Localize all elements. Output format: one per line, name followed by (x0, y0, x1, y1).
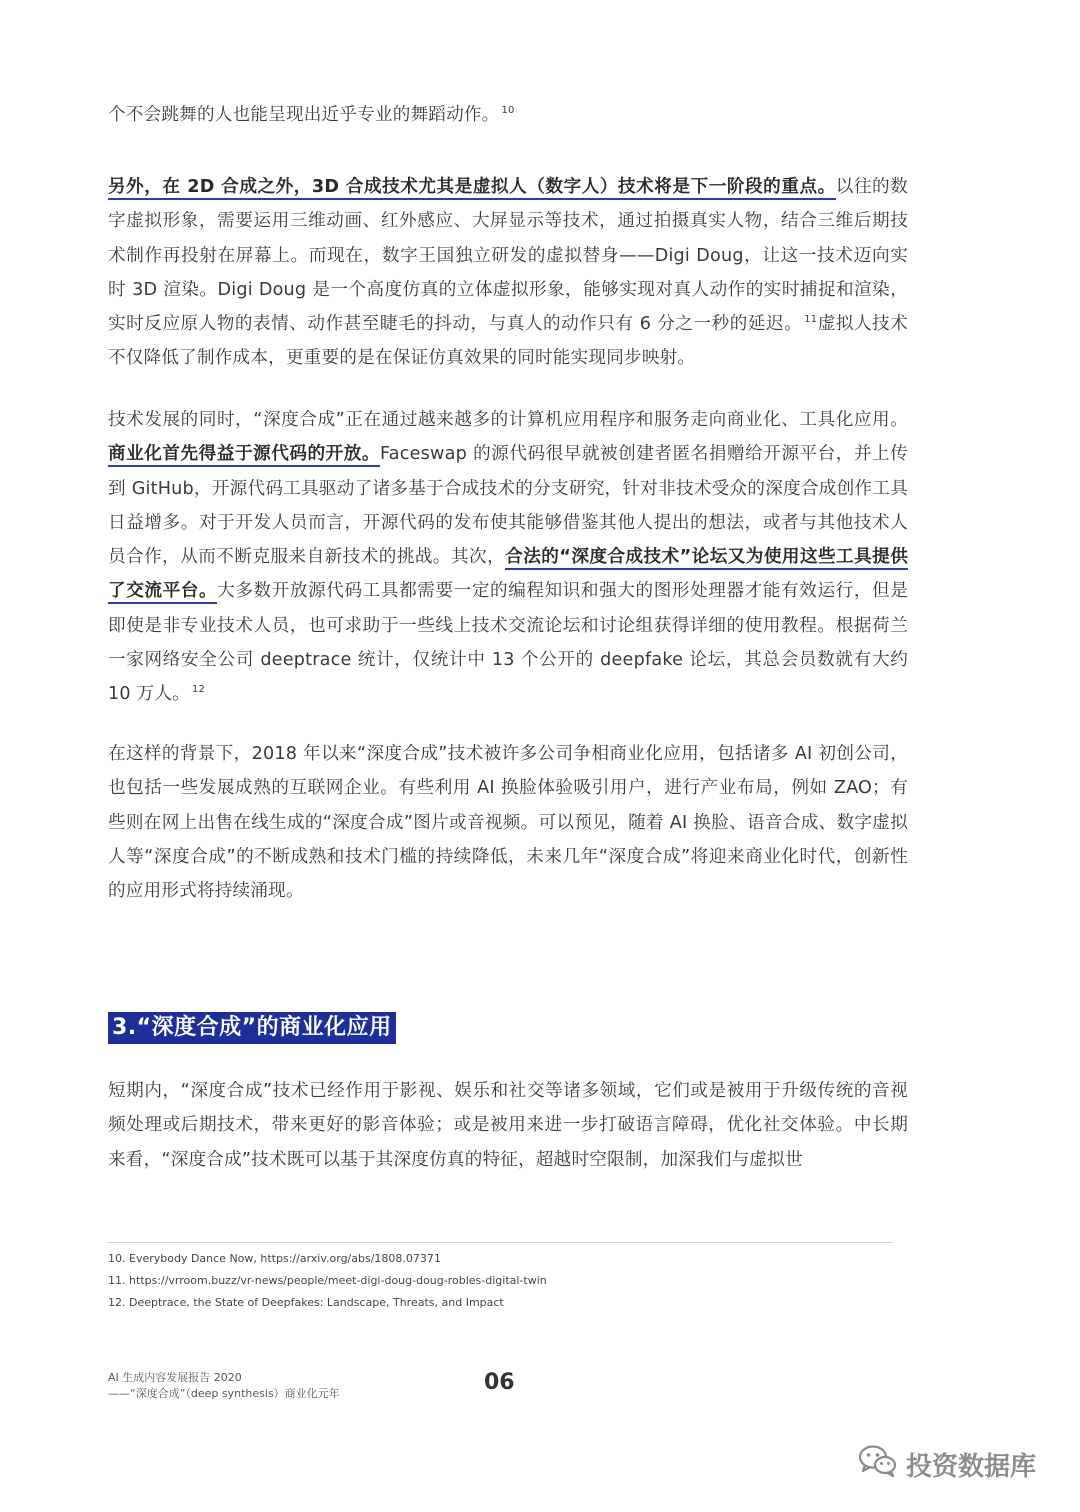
report-footer-title (108, 1370, 340, 1402)
paragraph-background (108, 737, 908, 908)
footnote-12: 12. Deeptrace, the State of Deepfakes: Landscape, Threats, and Impact (108, 1296, 504, 1309)
highlight-text: 商业化首先得益于源代码的开放。 (108, 444, 380, 467)
footnote-ref[interactable]: 11 (804, 314, 818, 326)
footnote-divider (108, 1242, 893, 1243)
paragraph-text: 短期内，“深度合成”技术已经作用于影视、娱乐和社交等诸多领域，它们或是被用于升级传统的音视频处理或后期技术，带来更好的影音体验；或是被用来进一步打破语言障碍，优化社交体验。中长期来看，“深度合成”技术既可以基于其深度仿真的特征，超越时空限制，加深我们与虚拟世 (108, 1081, 908, 1170)
paragraph-text: 以往的数字虚拟形象，需要运用三维动画、红外感应、大屏显示等技术，通过拍摄真实人物，结合三维后期技术制作再投射在屏幕上。而现在，数字王国独立研发的虚拟替身——Digi Doug，让这一技术迈向实时 3D 渲染。Digi Doug 是一个高度仿真的立体虚拟形象，能够实现对真人动作的实时捕捉和渲染，实时反应原人物的表情、动作甚至睫毛的抖动，与真人的动作只有 6 分之一秒的延迟。 (108, 177, 908, 335)
section-heading: 3.“深度合成”的商业化应用 (108, 1012, 396, 1044)
paragraph-intro-tail (108, 98, 908, 132)
footnote-10[interactable]: 10. Everybody Dance Now, https://arxiv.org/abs/1808.07371 (108, 1252, 441, 1265)
paragraph-text: 虚拟人技术不仅降低了制作成本，更重要的是在保证仿真效果的同时能实现同步映射。 (108, 314, 908, 369)
footer-line-1: AI 生成内容发展报告 2020 (108, 1371, 242, 1384)
paragraph-text: Faceswap 的源代码很早就被创建者匿名捐赠给开源平台，并上传到 GitHub，开源代码工具驱动了诸多基于合成技术的分支研究，针对非技术受众的深度合成创作工具日益增多。对于开发人员而言，开源代码的发布使其能够借鉴其他人提出的想法，或者与其他技术人员合作，从而不断克服来自新技术的挑战。其次， (108, 444, 908, 568)
page-number: 06 (484, 1370, 515, 1395)
paragraph-text: 个不会跳舞的人也能呈现出近乎专业的舞蹈动作。 (108, 105, 500, 125)
watermark (858, 1444, 1036, 1485)
highlight-text: 合法的“深度合成技术”论坛又为使用这些工具提供了交流平台。 (108, 547, 908, 604)
wechat-icon (858, 1444, 898, 1485)
paragraph-short-term (108, 1074, 908, 1177)
footer-line-2: ——“深度合成”（deep synthesis）商业化元年 (108, 1387, 340, 1400)
footnote-11[interactable]: 11. https://vrroom.buzz/vr-news/people/meet-digi-doug-doug-robles-digital-twin (108, 1274, 547, 1287)
paragraph-text: 大多数开放源代码工具都需要一定的编程知识和强大的图形处理器才能有效运行，但是即使是非专业技术人员，也可求助于一些线上技术交流论坛和讨论组获得详细的使用教程。根据荷兰一家网络安全公司 deeptrace 统计，仅统计中 13 个公开的 deepfake 论坛，其总会员数就有大约 10 万人。 (108, 581, 909, 705)
paragraph-3d-synthesis (108, 170, 908, 376)
paragraph-commercialization (108, 403, 908, 712)
paragraph-text: 在这样的背景下，2018 年以来“深度合成”技术被许多公司争相商业化应用，包括诸多 AI 初创公司，也包括一些发展成熟的互联网企业。有些利用 AI 换脸体验吸引用户，进行产业布局，例如 ZAO；有些则在网上出售在线生成的“深度合成”图片或音视频。可以预见，随着 AI 换脸、语音合成、数字虚拟人等“深度合成”的不断成熟和技术门槛的持续降低，未来几年“深度合成”将迎来商业化时代，创新性的应用形式将持续涌现。 (108, 744, 908, 902)
highlight-text: 另外，在 2D 合成之外，3D 合成技术尤其是虚拟人（数字人）技术将是下一阶段的重点。 (108, 177, 836, 200)
footnote-ref[interactable]: 10 (501, 105, 515, 116)
watermark-text: 投资数据库 (906, 1452, 1037, 1482)
footnote-ref[interactable]: 12 (191, 684, 206, 696)
paragraph-text: 技术发展的同时，“深度合成”正在通过越来越多的计算机应用程序和服务走向商业化、工具化应用。 (108, 410, 908, 430)
